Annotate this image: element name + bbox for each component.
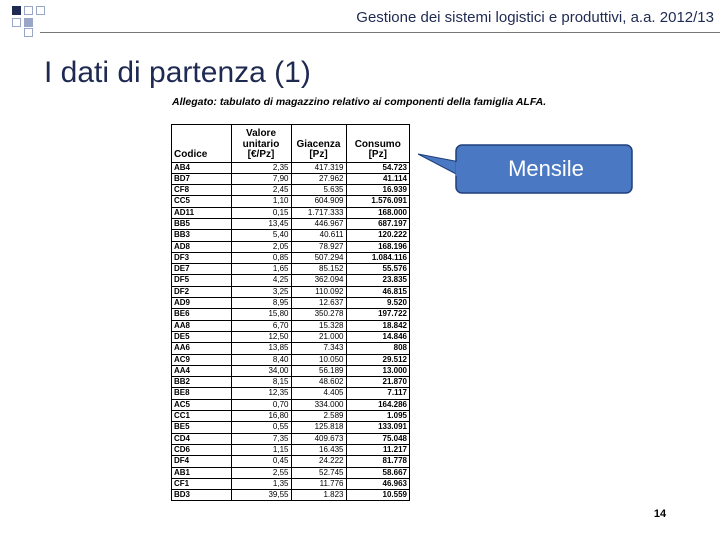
cell-codice: AC9 [172, 354, 231, 365]
cell-consumo: 197.722 [346, 309, 409, 320]
cell-consumo: 164.286 [346, 399, 409, 410]
cell-consumo: 7.117 [346, 388, 409, 399]
cell-giacenza: 362.094 [291, 275, 346, 286]
cell-codice: CD6 [172, 444, 231, 455]
cell-valore: 2,35 [231, 162, 291, 173]
course-header: Gestione dei sistemi logistici e produttivi, a.a. 2012/13 [356, 9, 714, 26]
cell-codice: CF1 [172, 478, 231, 489]
table-row [172, 241, 409, 252]
cell-giacenza: 15.328 [291, 320, 346, 331]
cell-valore: 13,85 [231, 343, 291, 354]
cell-consumo: 133.091 [346, 422, 409, 433]
cell-codice: BE8 [172, 388, 231, 399]
table-row [172, 377, 409, 388]
cell-giacenza: 21.000 [291, 331, 346, 342]
cell-consumo: 1.095 [346, 411, 409, 422]
cell-codice: AD8 [172, 241, 231, 252]
cell-consumo: 16.939 [346, 185, 409, 196]
cell-consumo: 21.870 [346, 377, 409, 388]
cell-consumo: 168.000 [346, 207, 409, 218]
cell-codice: BE5 [172, 422, 231, 433]
table-row [172, 230, 409, 241]
table-row [172, 264, 409, 275]
table-row [172, 286, 409, 297]
cell-codice: BB5 [172, 218, 231, 229]
cell-consumo: 1.576.091 [346, 196, 409, 207]
header-valore: Valore unitario [€/Pz] [231, 125, 291, 162]
cell-giacenza: 40.611 [291, 230, 346, 241]
cell-codice: DE5 [172, 331, 231, 342]
cell-consumo: 23.835 [346, 275, 409, 286]
cell-giacenza: 507.294 [291, 252, 346, 263]
cell-valore: 13,45 [231, 218, 291, 229]
cell-codice: DF3 [172, 252, 231, 263]
table-row [172, 490, 409, 501]
cell-codice: AD9 [172, 298, 231, 309]
cell-consumo: 9.520 [346, 298, 409, 309]
cell-valore: 1,15 [231, 444, 291, 455]
cell-giacenza: 1.717.333 [291, 207, 346, 218]
cell-giacenza: 417.319 [291, 162, 346, 173]
cell-codice: CC5 [172, 196, 231, 207]
cell-giacenza: 56.189 [291, 365, 346, 376]
callout-label: Mensile [508, 156, 584, 181]
cell-giacenza: 5.635 [291, 185, 346, 196]
cell-giacenza: 446.967 [291, 218, 346, 229]
table-row [172, 422, 409, 433]
cell-codice: AA8 [172, 320, 231, 331]
cell-codice: DF5 [172, 275, 231, 286]
cell-giacenza: 24.222 [291, 456, 346, 467]
cell-codice: AB4 [172, 162, 231, 173]
cell-codice: BB2 [172, 377, 231, 388]
cell-codice: DE7 [172, 264, 231, 275]
table-row [172, 331, 409, 342]
cell-consumo: 58.667 [346, 467, 409, 478]
table-row [172, 433, 409, 444]
cell-consumo: 13.000 [346, 365, 409, 376]
corner-decoration [0, 0, 60, 40]
callout-mensile [418, 144, 636, 196]
table-row [172, 173, 409, 184]
cell-valore: 7,90 [231, 173, 291, 184]
table-row [172, 444, 409, 455]
cell-valore: 0,45 [231, 456, 291, 467]
decor-square [24, 6, 33, 15]
cell-consumo: 55.576 [346, 264, 409, 275]
table-row [172, 218, 409, 229]
cell-valore: 1,65 [231, 264, 291, 275]
cell-codice: CD4 [172, 433, 231, 444]
cell-giacenza: 48.602 [291, 377, 346, 388]
cell-consumo: 81.778 [346, 456, 409, 467]
cell-valore: 16,80 [231, 411, 291, 422]
cell-valore: 0,85 [231, 252, 291, 263]
cell-codice: BB3 [172, 230, 231, 241]
table-row [172, 207, 409, 218]
header-consumo: Consumo [Pz] [346, 125, 409, 162]
cell-giacenza: 16.435 [291, 444, 346, 455]
cell-consumo: 10.559 [382, 490, 407, 500]
cell-codice: DF4 [172, 456, 231, 467]
table-body [172, 162, 409, 500]
cell-valore: 12,50 [231, 331, 291, 342]
slide-title: I dati di partenza (1) [44, 56, 311, 89]
table-row [172, 354, 409, 365]
cell-codice: CC1 [172, 411, 231, 422]
cell-codice: BD3 [172, 490, 231, 501]
cell-valore: 0,55 [231, 422, 291, 433]
cell-giacenza: 125.818 [291, 422, 346, 433]
cell-valore: 34,00 [231, 365, 291, 376]
cell-valore: 0,15 [231, 207, 291, 218]
table-row [172, 388, 409, 399]
header-giacenza: Giacenza [Pz] [291, 125, 346, 162]
table-row [172, 185, 409, 196]
table-row [172, 411, 409, 422]
cell-valore: 2,45 [231, 185, 291, 196]
table-row [172, 478, 409, 489]
cell-giacenza: 78.927 [291, 241, 346, 252]
cell-consumo: 75.048 [346, 433, 409, 444]
cell-valore: 7,35 [231, 433, 291, 444]
decor-square [12, 18, 21, 27]
cell-codice: BD7 [172, 173, 231, 184]
table-row [172, 275, 409, 286]
table-row [172, 456, 409, 467]
cell-codice: AD11 [172, 207, 231, 218]
cell-giacenza: 11.776 [291, 478, 346, 489]
cell-codice: AA4 [172, 365, 231, 376]
cell-consumo: 1.084.116 [346, 252, 409, 263]
table-row [172, 162, 409, 173]
cell-codice: AC5 [172, 399, 231, 410]
inventory-table [171, 124, 410, 501]
table-header-row [172, 125, 409, 162]
table-row [172, 320, 409, 331]
cell-giacenza: 1.823 [291, 490, 346, 501]
cell-valore: 2,05 [231, 241, 291, 252]
cell-consumo: 41.114 [346, 173, 409, 184]
cell-valore: 39,55 [231, 490, 291, 501]
cell-consumo: 11.217 [346, 444, 409, 455]
cell-codice: CF8 [172, 185, 231, 196]
cell-giacenza: 27.962 [291, 173, 346, 184]
table-row [172, 365, 409, 376]
decor-square [12, 6, 21, 15]
cell-codice: AA6 [172, 343, 231, 354]
cell-giacenza: 110.092 [291, 286, 346, 297]
cell-giacenza: 409.673 [291, 433, 346, 444]
cell-valore: 3,25 [231, 286, 291, 297]
cell-codice: AB1 [172, 467, 231, 478]
cell-giacenza: 85.152 [291, 264, 346, 275]
cell-valore: 15,80 [231, 309, 291, 320]
cell-valore: 1,10 [231, 196, 291, 207]
decor-square [24, 18, 33, 27]
table-caption: Allegato: tabulato di magazzino relativo ai componenti della famiglia ALFA. [172, 96, 547, 108]
cell-valore: 0,70 [231, 399, 291, 410]
header-codice: Codice [172, 125, 231, 162]
cell-consumo: 46.963 [346, 478, 409, 489]
cell-valore: 8,15 [231, 377, 291, 388]
cell-giacenza: 334.000 [291, 399, 346, 410]
cell-consumo: 808 [346, 343, 409, 354]
cell-consumo: 168.196 [346, 241, 409, 252]
cell-giacenza: 4.405 [291, 388, 346, 399]
table-row [172, 252, 409, 263]
table-row [172, 467, 409, 478]
cell-consumo: 18.842 [346, 320, 409, 331]
table-row [172, 343, 409, 354]
cell-consumo: 120.222 [346, 230, 409, 241]
cell-consumo: 14.846 [346, 331, 409, 342]
decor-square [24, 28, 33, 37]
cell-giacenza: 350.278 [291, 309, 346, 320]
cell-consumo: 46.815 [346, 286, 409, 297]
cell-valore: 1,35 [231, 478, 291, 489]
table-row [172, 399, 409, 410]
cell-consumo: 54.723 [346, 162, 409, 173]
cell-codice: BE6 [172, 309, 231, 320]
cell-valore: 5,40 [231, 230, 291, 241]
cell-giacenza: 10.050 [291, 354, 346, 365]
cell-valore: 6,70 [231, 320, 291, 331]
cell-valore: 8,40 [231, 354, 291, 365]
cell-valore: 4,25 [231, 275, 291, 286]
table-row [172, 298, 409, 309]
cell-valore: 2,55 [231, 467, 291, 478]
cell-giacenza: 52.745 [291, 467, 346, 478]
cell-valore: 12,35 [231, 388, 291, 399]
cell-consumo: 29.512 [346, 354, 409, 365]
cell-giacenza: 604.909 [291, 196, 346, 207]
cell-codice: DF2 [172, 286, 231, 297]
cell-giacenza: 7.343 [291, 343, 346, 354]
cell-valore: 8,95 [231, 298, 291, 309]
cell-consumo: 687.197 [346, 218, 409, 229]
table-row [172, 196, 409, 207]
page-number: 14 [653, 508, 667, 520]
decor-square [36, 6, 45, 15]
cell-giacenza: 2.589 [291, 411, 346, 422]
cell-giacenza: 12.637 [291, 298, 346, 309]
table-row [172, 309, 409, 320]
header-divider [40, 32, 720, 33]
